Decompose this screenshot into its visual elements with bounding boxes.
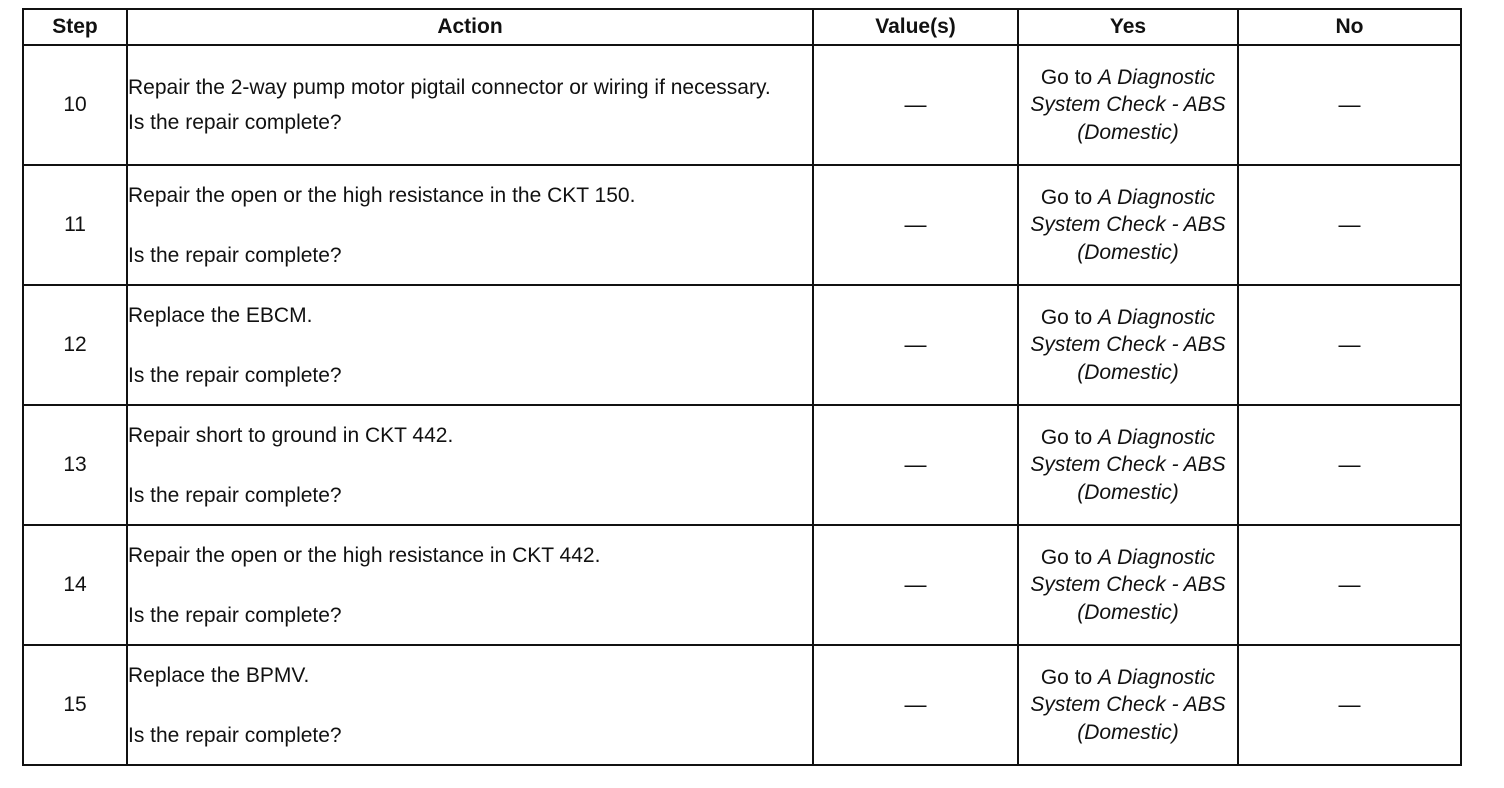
value-cell bbox=[813, 405, 1018, 525]
yes-prefix: Go to bbox=[1040, 425, 1099, 449]
action-cell bbox=[127, 525, 813, 645]
header-step: Step bbox=[23, 9, 127, 45]
header-no: No bbox=[1238, 9, 1461, 45]
value-dash: — bbox=[904, 212, 927, 237]
yes-reference: A Diagnostic System Check - ABS (Domestic) bbox=[1030, 65, 1226, 144]
header-yes: Yes bbox=[1018, 9, 1238, 45]
action-instruction: Repair the open or the high resistance in CKT 442. bbox=[128, 543, 601, 567]
yes-cell bbox=[1018, 645, 1238, 765]
value-cell bbox=[813, 285, 1018, 405]
no-cell bbox=[1238, 45, 1461, 165]
table-row bbox=[23, 405, 1461, 525]
value-cell bbox=[813, 645, 1018, 765]
step-number: 10 bbox=[23, 45, 127, 165]
action-cell bbox=[127, 165, 813, 285]
yes-cell bbox=[1018, 45, 1238, 165]
table-row bbox=[23, 285, 1461, 405]
action-cell bbox=[127, 645, 813, 765]
yes-reference: A Diagnostic System Check - ABS (Domestic) bbox=[1030, 665, 1226, 744]
value-dash: — bbox=[904, 452, 927, 477]
yes-cell bbox=[1018, 285, 1238, 405]
step-number: 13 bbox=[23, 405, 127, 525]
header-row bbox=[23, 9, 1461, 45]
no-cell bbox=[1238, 285, 1461, 405]
value-cell bbox=[813, 45, 1018, 165]
yes-reference: A Diagnostic System Check - ABS (Domestic) bbox=[1030, 425, 1226, 504]
yes-prefix: Go to bbox=[1040, 185, 1099, 209]
action-instruction: Repair short to ground in CKT 442. bbox=[128, 423, 454, 447]
action-question: Is the repair complete? bbox=[128, 243, 342, 267]
step-number: 14 bbox=[23, 525, 127, 645]
yes-prefix: Go to bbox=[1040, 545, 1099, 569]
yes-reference: A Diagnostic System Check - ABS (Domestic) bbox=[1030, 185, 1226, 264]
value-dash: — bbox=[904, 332, 927, 357]
yes-prefix: Go to bbox=[1040, 65, 1099, 89]
action-question: Is the repair complete? bbox=[128, 111, 342, 134]
yes-cell bbox=[1018, 405, 1238, 525]
action-cell bbox=[127, 285, 813, 405]
value-dash: — bbox=[904, 572, 927, 597]
table-row bbox=[23, 525, 1461, 645]
action-cell bbox=[127, 45, 813, 165]
no-dash: — bbox=[1338, 332, 1361, 357]
no-dash: — bbox=[1338, 452, 1361, 477]
action-question: Is the repair complete? bbox=[128, 363, 342, 387]
no-cell bbox=[1238, 645, 1461, 765]
action-instruction: Replace the BPMV. bbox=[128, 663, 310, 687]
no-dash: — bbox=[1338, 572, 1361, 597]
header-values: Value(s) bbox=[813, 9, 1018, 45]
yes-reference: A Diagnostic System Check - ABS (Domestic) bbox=[1030, 545, 1226, 624]
table-row bbox=[23, 45, 1461, 165]
action-cell bbox=[127, 405, 813, 525]
header-action: Action bbox=[127, 9, 813, 45]
value-cell bbox=[813, 165, 1018, 285]
no-cell bbox=[1238, 165, 1461, 285]
no-dash: — bbox=[1338, 212, 1361, 237]
step-number: 12 bbox=[23, 285, 127, 405]
value-dash: — bbox=[904, 92, 927, 117]
value-dash: — bbox=[904, 692, 927, 717]
yes-cell bbox=[1018, 525, 1238, 645]
yes-cell bbox=[1018, 165, 1238, 285]
no-cell bbox=[1238, 405, 1461, 525]
step-number: 11 bbox=[23, 165, 127, 285]
action-question: Is the repair complete? bbox=[128, 603, 342, 627]
table-row bbox=[23, 165, 1461, 285]
yes-prefix: Go to bbox=[1040, 305, 1099, 329]
no-cell bbox=[1238, 525, 1461, 645]
no-dash: — bbox=[1338, 92, 1361, 117]
yes-reference: A Diagnostic System Check - ABS (Domestic) bbox=[1030, 305, 1226, 384]
action-instruction: Repair the open or the high resistance in the CKT 150. bbox=[128, 183, 636, 207]
value-cell bbox=[813, 525, 1018, 645]
diagnostic-table bbox=[22, 8, 1462, 766]
step-number: 15 bbox=[23, 645, 127, 765]
action-question: Is the repair complete? bbox=[128, 483, 342, 507]
no-dash: — bbox=[1338, 692, 1361, 717]
table-row bbox=[23, 645, 1461, 765]
action-instruction: Repair the 2-way pump motor pigtail connector or wiring if necessary. bbox=[128, 76, 771, 99]
action-question: Is the repair complete? bbox=[128, 723, 342, 747]
yes-prefix: Go to bbox=[1040, 665, 1099, 689]
action-instruction: Replace the EBCM. bbox=[128, 303, 313, 327]
